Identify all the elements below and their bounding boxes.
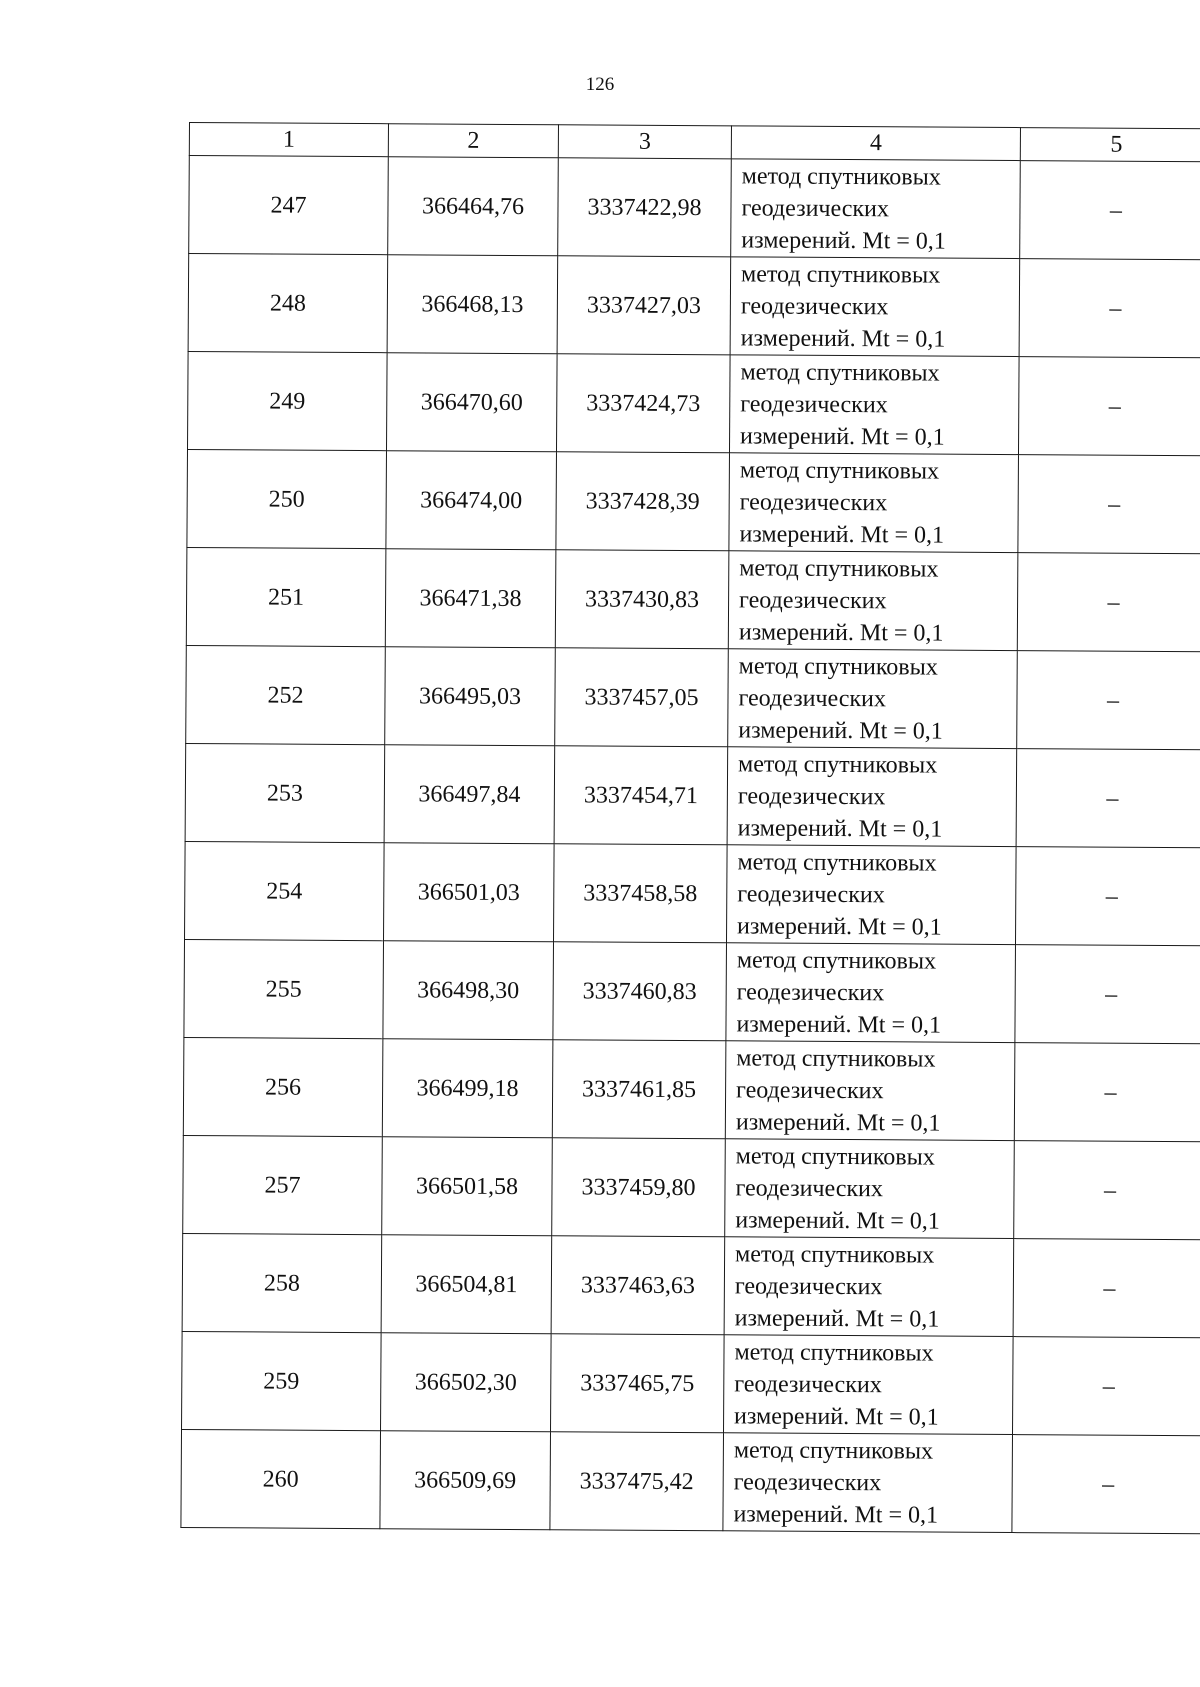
method-line: метод спутниковых: [741, 260, 941, 289]
method-line: геодезических: [739, 488, 888, 516]
coordinates-table: [180, 122, 1200, 1534]
method-line: измерений. Mt = 0,1: [740, 422, 945, 451]
method-cell: [726, 845, 1016, 945]
table-row: [189, 156, 1200, 260]
point-number-cell: 253: [185, 743, 385, 842]
method-line: измерений. Mt = 0,1: [737, 814, 943, 843]
x-coordinate-cell: 366470,60: [386, 353, 557, 452]
method-line: геодезических: [739, 586, 887, 614]
method-line: измерений. Mt = 0,1: [735, 1108, 941, 1137]
method-line: геодезических: [733, 1468, 882, 1496]
method-line: геодезических: [740, 292, 889, 320]
point-number-cell: 251: [186, 547, 386, 646]
method-line: метод спутниковых: [736, 1044, 936, 1073]
table-row: [186, 645, 1200, 749]
column-5-cell: –: [1017, 553, 1200, 652]
header-col-1: 1: [189, 123, 388, 157]
y-coordinate-cell: 3337459,80: [552, 1138, 726, 1237]
method-cell: [731, 159, 1021, 259]
table-row: [182, 1233, 1200, 1337]
point-number-cell: 252: [186, 645, 386, 744]
method-line: геодезических: [735, 1174, 884, 1202]
method-cell: [724, 1237, 1014, 1337]
method-line: измерений. Mt = 0,1: [734, 1402, 939, 1431]
point-number-cell: 249: [187, 351, 387, 450]
method-line: метод спутниковых: [738, 652, 938, 681]
column-5-cell: –: [1015, 847, 1200, 946]
column-5-cell: –: [1018, 357, 1200, 456]
x-coordinate-cell: 366464,76: [388, 157, 559, 256]
method-line: метод спутниковых: [735, 1240, 935, 1269]
method-cell: [727, 747, 1017, 847]
point-number-cell: 256: [183, 1037, 383, 1136]
x-coordinate-cell: 366495,03: [385, 647, 556, 746]
method-cell: [725, 1041, 1015, 1141]
table-row: [187, 351, 1200, 455]
method-cell: [730, 257, 1020, 357]
y-coordinate-cell: 3337463,63: [551, 1236, 725, 1335]
x-coordinate-cell: 366501,03: [384, 843, 555, 942]
method-line: метод спутниковых: [733, 1436, 934, 1465]
column-5-cell: –: [1012, 1435, 1200, 1534]
y-coordinate-cell: 3337457,05: [555, 648, 729, 747]
x-coordinate-cell: 366504,81: [381, 1235, 552, 1334]
method-line: измерений. Mt = 0,1: [737, 912, 942, 941]
method-cell: [723, 1433, 1013, 1533]
method-cell: [729, 355, 1019, 455]
x-coordinate-cell: 366502,30: [381, 1333, 552, 1432]
y-coordinate-cell: 3337458,58: [553, 844, 727, 943]
y-coordinate-cell: 3337424,73: [556, 354, 730, 453]
table-body: [181, 156, 1200, 1534]
method-line: измерений. Mt = 0,1: [739, 520, 945, 549]
y-coordinate-cell: 3337475,42: [550, 1432, 724, 1531]
method-line: метод спутниковых: [738, 750, 938, 779]
y-coordinate-cell: 3337465,75: [551, 1334, 725, 1433]
table-row: [183, 1037, 1200, 1141]
x-coordinate-cell: 366499,18: [382, 1039, 553, 1138]
method-cell: [729, 453, 1019, 553]
point-number-cell: 259: [182, 1331, 382, 1430]
method-line: геодезических: [737, 880, 885, 908]
column-5-cell: –: [1013, 1239, 1200, 1338]
x-coordinate-cell: 366509,69: [380, 1431, 551, 1530]
x-coordinate-cell: 366468,13: [387, 255, 558, 354]
x-coordinate-cell: 366471,38: [385, 549, 556, 648]
method-line: геодезических: [736, 1076, 884, 1104]
x-coordinate-cell: 366498,30: [383, 941, 554, 1040]
column-5-cell: –: [1019, 259, 1200, 358]
table-row: [183, 1135, 1200, 1239]
method-line: геодезических: [737, 782, 886, 810]
column-5-cell: –: [1017, 651, 1200, 750]
point-number-cell: 260: [181, 1429, 381, 1528]
table-row: [184, 939, 1200, 1043]
table-row: [185, 841, 1200, 945]
page-number: 126: [585, 74, 615, 95]
y-coordinate-cell: 3337460,83: [553, 942, 727, 1041]
point-number-cell: 255: [184, 939, 384, 1038]
column-5-cell: –: [1016, 749, 1200, 848]
header-col-4: 4: [731, 126, 1020, 161]
method-cell: [725, 1139, 1015, 1239]
method-line: геодезических: [741, 194, 890, 222]
method-line: метод спутниковых: [739, 554, 939, 583]
table-row: [185, 743, 1200, 847]
table-row: [181, 1429, 1200, 1533]
method-line: метод спутниковых: [737, 848, 937, 877]
method-line: измерений. Mt = 0,1: [738, 618, 944, 647]
header-col-3: 3: [558, 125, 731, 159]
y-coordinate-cell: 3337427,03: [557, 256, 731, 355]
method-line: метод спутниковых: [741, 162, 941, 191]
method-line: геодезических: [734, 1272, 883, 1300]
column-5-cell: –: [1012, 1337, 1200, 1436]
table-row: [182, 1331, 1200, 1435]
method-line: геодезических: [740, 390, 888, 418]
method-line: измерений. Mt = 0,1: [741, 226, 946, 255]
column-5-cell: –: [1015, 945, 1200, 1044]
method-line: метод спутниковых: [740, 358, 940, 387]
point-number-cell: 248: [188, 254, 388, 353]
point-number-cell: 254: [185, 841, 385, 940]
column-5-cell: –: [1014, 1043, 1200, 1142]
method-line: геодезических: [736, 978, 885, 1006]
method-cell: [724, 1335, 1014, 1435]
point-number-cell: 250: [187, 449, 387, 548]
column-5-cell: –: [1018, 455, 1200, 554]
method-line: измерений. Mt = 0,1: [736, 1010, 942, 1039]
x-coordinate-cell: 366474,00: [386, 451, 557, 550]
table-row: [187, 449, 1200, 553]
method-line: метод спутниковых: [734, 1338, 934, 1367]
method-line: измерений. Mt = 0,1: [733, 1500, 939, 1529]
header-col-5: 5: [1020, 128, 1200, 162]
method-cell: [728, 649, 1018, 749]
point-number-cell: 257: [183, 1135, 383, 1234]
method-cell: [726, 943, 1016, 1043]
method-line: измерений. Mt = 0,1: [740, 324, 946, 353]
method-line: измерений. Mt = 0,1: [735, 1206, 940, 1235]
method-line: геодезических: [738, 684, 887, 712]
table-row: [186, 547, 1200, 651]
method-line: метод спутниковых: [736, 946, 937, 975]
method-line: геодезических: [734, 1370, 882, 1398]
column-5-cell: –: [1020, 161, 1200, 260]
y-coordinate-cell: 3337428,39: [556, 452, 730, 551]
header-col-2: 2: [388, 124, 558, 158]
x-coordinate-cell: 366501,58: [382, 1137, 553, 1236]
x-coordinate-cell: 366497,84: [384, 745, 555, 844]
method-line: метод спутниковых: [735, 1142, 935, 1171]
table-row: [188, 254, 1200, 358]
method-cell: [728, 551, 1018, 651]
y-coordinate-cell: 3337422,98: [558, 158, 732, 257]
method-line: измерений. Mt = 0,1: [738, 716, 943, 745]
y-coordinate-cell: 3337461,85: [552, 1040, 726, 1139]
y-coordinate-cell: 3337430,83: [555, 550, 729, 649]
point-number-cell: 258: [182, 1233, 382, 1332]
y-coordinate-cell: 3337454,71: [554, 746, 728, 845]
method-line: метод спутниковых: [739, 456, 940, 485]
column-5-cell: –: [1014, 1141, 1200, 1240]
method-line: измерений. Mt = 0,1: [734, 1304, 940, 1333]
point-number-cell: 247: [189, 156, 389, 255]
